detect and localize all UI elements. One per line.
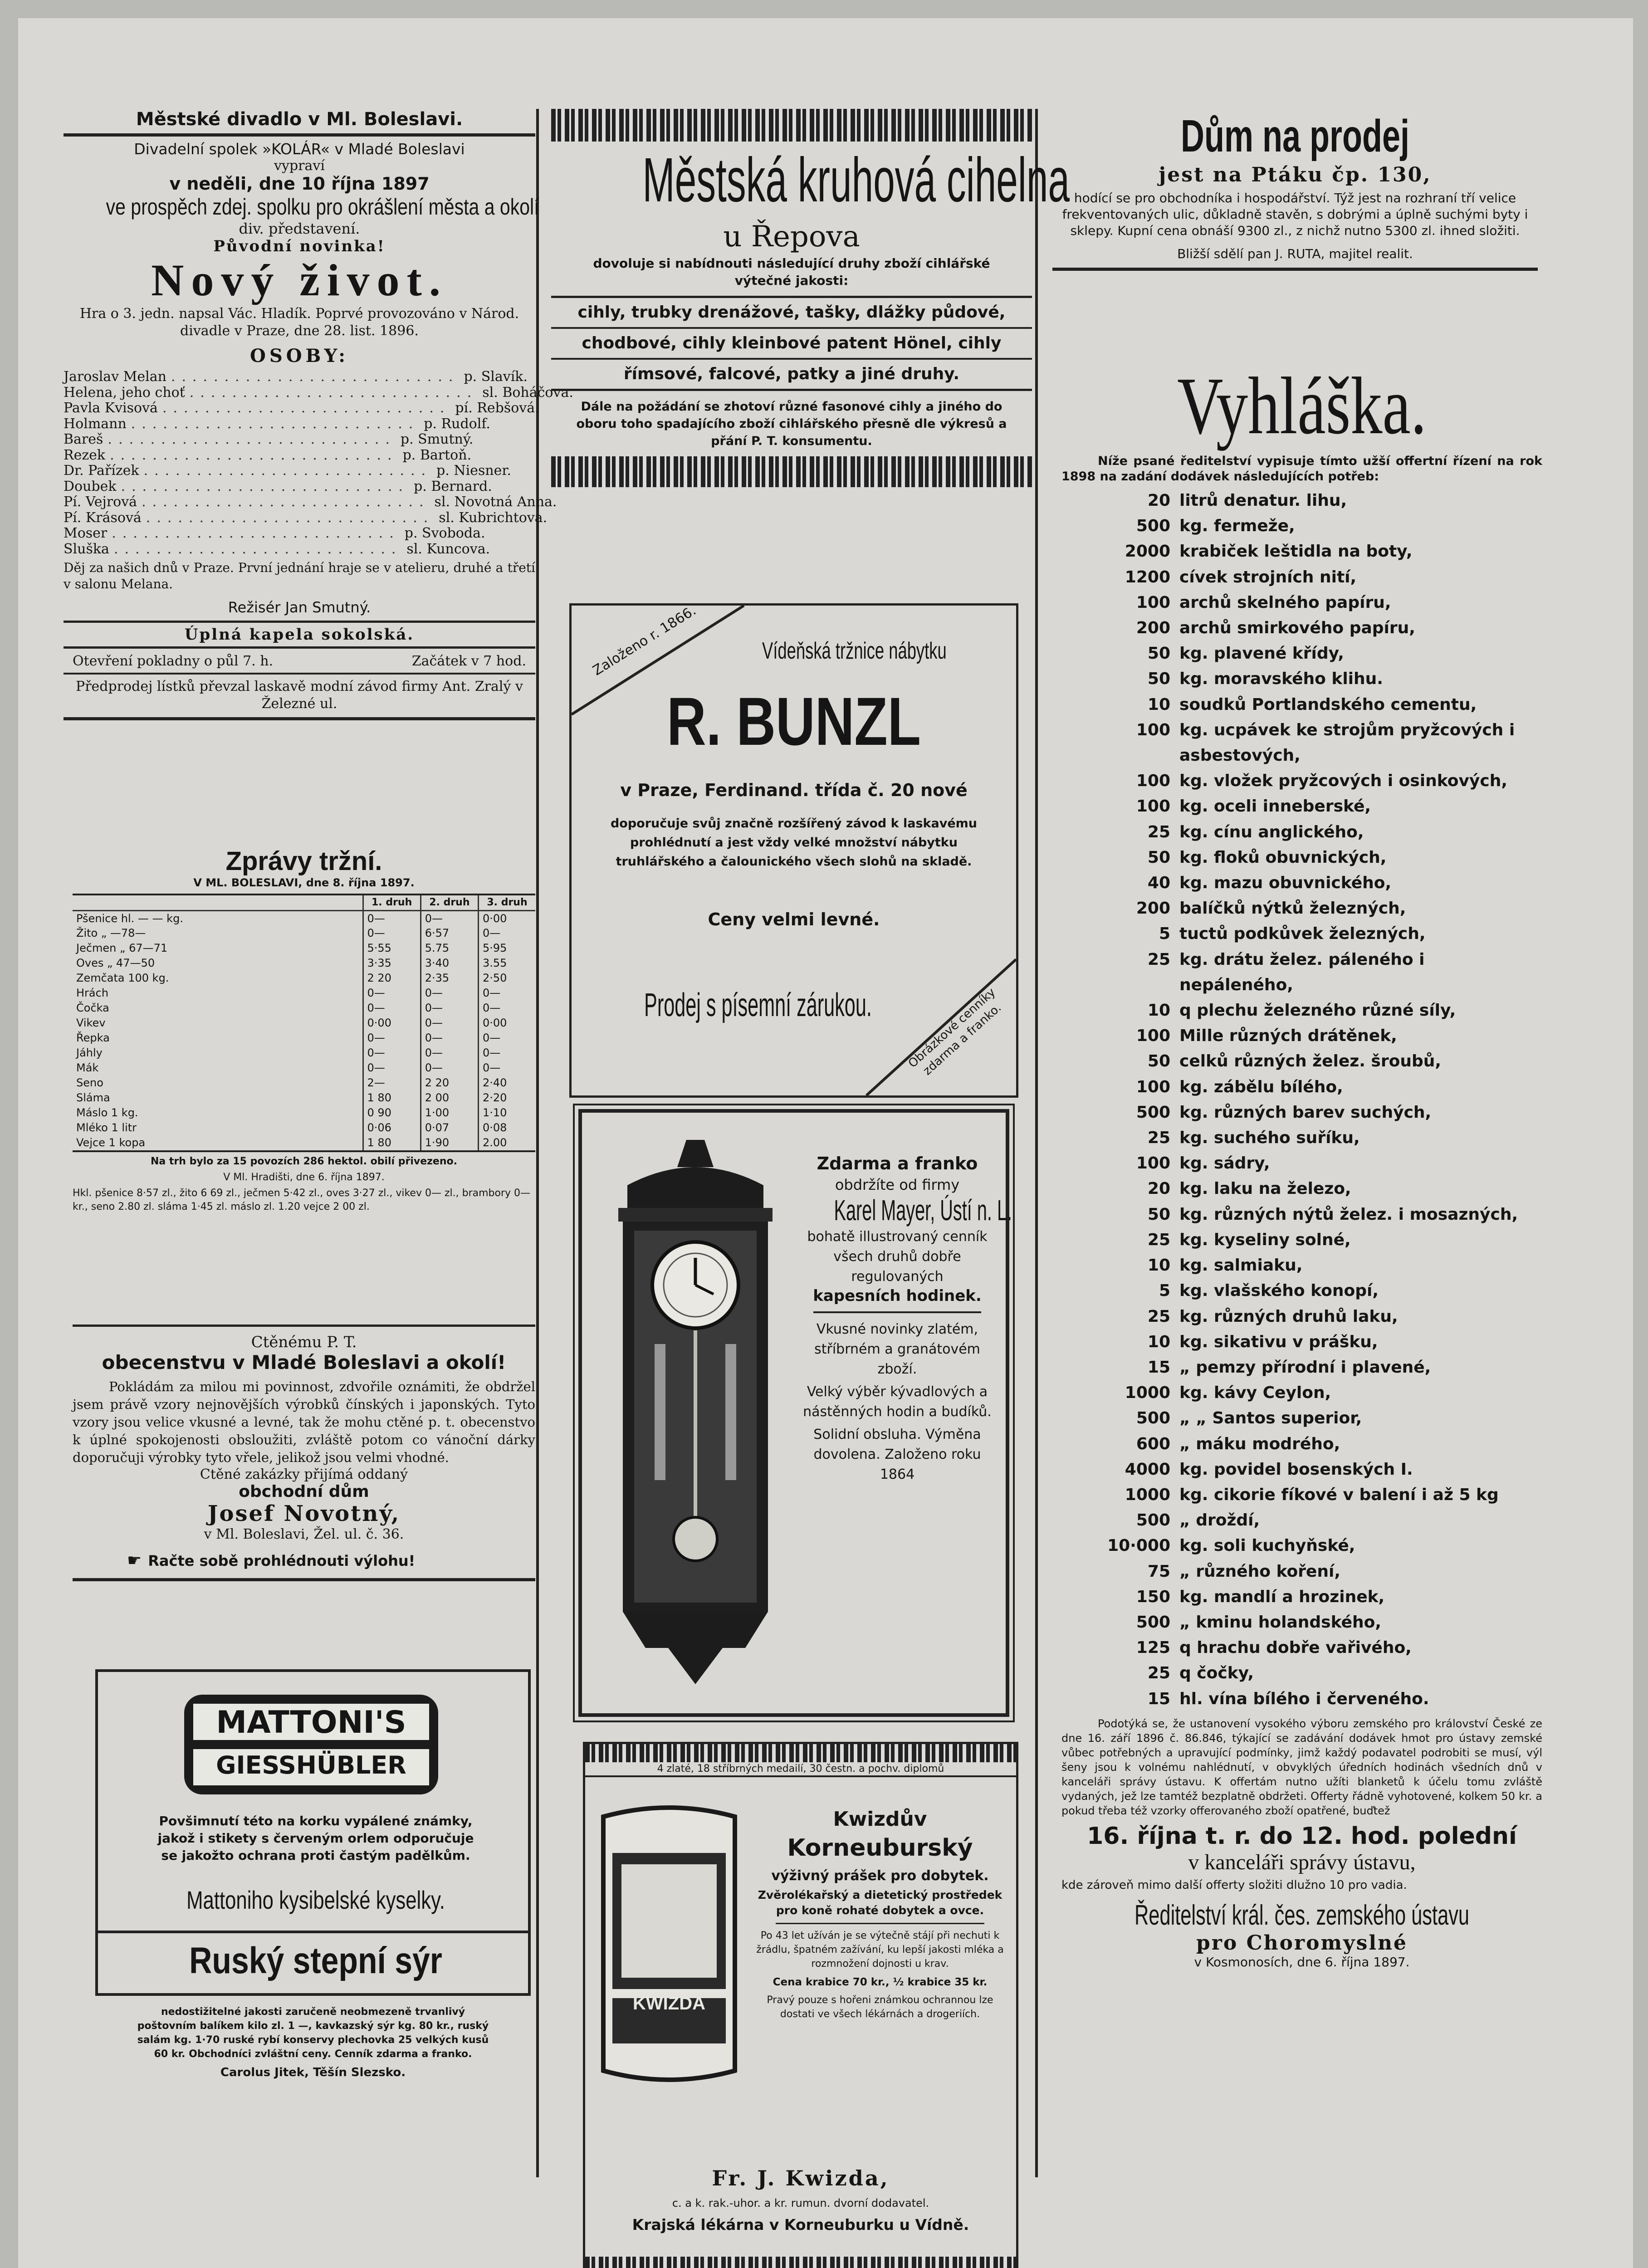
order-item	[1061, 692, 1542, 718]
novotny-address: v Ml. Boleslavi, Žel. ul. č. 36.	[204, 1526, 404, 1542]
order-item	[1061, 1075, 1542, 1100]
notice-intro: Níže psané ředitelství vypisuje tímto užší offertní řízení na rok 1898 na zadání dodávek následujících potřeb:	[1061, 454, 1542, 484]
order-text: kg. suchého suříku,	[1179, 1129, 1360, 1148]
order-text: „ kminu holandského,	[1179, 1613, 1382, 1632]
order-quantity: 100	[1136, 720, 1170, 739]
novotny-cta: Račte sobě prohlédnouti výlohu!	[148, 1552, 416, 1569]
novotny-shop: obchodní dům	[239, 1482, 369, 1501]
order-item	[1061, 1355, 1542, 1380]
order-text: cívek strojních nití,	[1179, 567, 1357, 587]
order-quantity: 25	[1147, 1129, 1170, 1148]
order-quantity: 25	[1147, 822, 1170, 841]
bunzl-address: v Praze, Ferdinand. třída č. 20 nové	[620, 780, 968, 800]
order-item	[1061, 513, 1542, 539]
order-item	[1061, 845, 1542, 870]
cast-row: Sluška ........................... sl. Kuncova.	[64, 541, 490, 557]
cast-row: Moser ........................... p. Svoboda.	[64, 525, 485, 541]
order-item	[1061, 1482, 1542, 1508]
kwizda-maker: Fr. J. Kwizda,	[712, 2166, 890, 2190]
brickworks-title: Městská kruhová cihelna	[642, 145, 1070, 215]
order-item	[1061, 1508, 1542, 1533]
order-quantity: 125	[1136, 1638, 1170, 1657]
order-item	[1061, 947, 1542, 998]
order-quantity: 100	[1136, 1026, 1170, 1046]
order-quantity: 25	[1147, 950, 1170, 969]
start-time: Začátek v 7 hod.	[411, 653, 526, 669]
notice-note: kde zároveň mimo další offerty složiti dlužno 10 pro vadia.	[1061, 1878, 1407, 1892]
order-quantity: 100	[1136, 1077, 1170, 1096]
order-quantity: 50	[1147, 670, 1170, 689]
kwizda-desc: Zvěrolékařský a dietetický prostředek pro koně rohaté dobytek a ovce.	[758, 1888, 1002, 1917]
kwizda-package-label: KWIZDA	[633, 1994, 705, 2014]
notice	[1061, 363, 1542, 1970]
kwizda-note: Pravý pouze s hořeni známkou ochrannou lze dostati ve všech lékárnách a drogeriích.	[767, 1994, 993, 2020]
order-quantity: 5	[1159, 924, 1170, 943]
order-quantity: 10·000	[1107, 1536, 1170, 1555]
order-item	[1061, 820, 1542, 845]
cast-row: Pí. Krásová ........................... sl. Kubrichtova.	[64, 509, 548, 526]
market-note-2: Hkl. pšenice 8·57 zl., žito 6 69 zl., ječmen 5·42 zl., oves 3·27 zl., vikev 0— zl., brambory 0— kr., seno 2.80 zl. sláma 1·45 zl. máslo zl. 1.20 vejce 2 00 zl.	[73, 1187, 531, 1212]
kwizda-text	[748, 1808, 1012, 2021]
order-quantity: 100	[1136, 797, 1170, 816]
table-row: Vejce 1 kopa 1 80 1·90 2.00	[73, 1135, 535, 1150]
novotny-name: Josef Novotný,	[207, 1501, 401, 1526]
theatre-heading: Městské divadlo v Ml. Boleslavi.	[136, 109, 463, 130]
mayer-product: kapesních hodinek.	[813, 1287, 982, 1305]
novotny-closing: Ctěné zakázky přijímá oddaný	[200, 1466, 408, 1482]
brickworks-item: cihly, trubky drenážové, tašky, dlážky půdové,	[551, 298, 1032, 329]
cheese-title: Ruský stepní sýr	[189, 1940, 442, 1981]
mattoni-logo-text-2: GIESSHÜBLER	[216, 1751, 406, 1779]
table-row: Oves „ 47—50 3·35 3·40 3.55	[73, 956, 535, 971]
order-item	[1061, 616, 1542, 641]
box-office: Otevření pokladny o půl 7. h.	[73, 653, 274, 669]
order-text: kg. kávy Ceylon,	[1179, 1383, 1331, 1403]
mayer-receive: obdržíte od firmy	[835, 1176, 960, 1193]
order-text: „ různého koření,	[1179, 1562, 1340, 1581]
market-dateline: V ML. BOLESLAVI, dne 8. října 1897.	[193, 876, 415, 889]
order-item	[1061, 1584, 1542, 1610]
order-text: tuctů podkůvek železných,	[1179, 924, 1426, 943]
order-quantity: 15	[1147, 1358, 1170, 1377]
order-item	[1061, 1457, 1542, 1482]
table-row: Mléko 1 litr 0·06 0·07 0·08	[73, 1120, 535, 1135]
order-text: kg. moravského klihu.	[1179, 670, 1383, 689]
order-item	[1061, 1304, 1542, 1330]
mayer-selection: Velký výběr kývadlových a nástěnných hodin a budíků.	[803, 1384, 992, 1420]
mayer-firm: Karel Mayer, Ústí n. L.	[834, 1194, 1012, 1227]
mayer-free: Zdarma a franko	[817, 1154, 978, 1173]
table-row: Vikev 0·00 0— 0·00	[73, 1016, 535, 1031]
market-report	[73, 846, 535, 1214]
order-quantity: 1200	[1125, 567, 1170, 587]
cast-list	[64, 369, 573, 557]
bunzl-corner	[866, 959, 1016, 1095]
order-text: kg. laku na železo,	[1179, 1179, 1351, 1198]
order-text: q čočky,	[1179, 1664, 1254, 1683]
market-heading: Zprávy tržní.	[225, 846, 382, 876]
table-row: Žito „ —78— 0— 6·57 0—	[73, 926, 535, 941]
mayer-service: Solidní obsluha. Výměna dovolena. Založeno roku 1864	[813, 1427, 981, 1482]
order-item	[1061, 1176, 1542, 1202]
order-quantity: 200	[1136, 899, 1170, 918]
table-row: Čočka 0— 0— 0—	[73, 1001, 535, 1016]
brickworks-note: Dále na požádání se zhotoví různé fasonové cihly a jiného do oboru toho spadajícího zboží cihlářského přesně dle výkresů a přání P. T. konsumentu.	[576, 400, 1007, 448]
order-text: kg. vlašského konopí,	[1179, 1281, 1379, 1300]
bunzl-corner-text: Obrázkové cenníky zdarma a franko.	[905, 985, 1004, 1078]
order-item	[1061, 1406, 1542, 1431]
theatre-society: Divadelní spolek »KOLÁR« v Mladé Boleslavi	[134, 140, 465, 158]
order-item	[1061, 896, 1542, 921]
brickworks-item: římsové, falcové, patky a jiné druhy.	[551, 360, 1032, 391]
order-item	[1061, 1125, 1542, 1151]
order-quantity: 500	[1136, 517, 1170, 536]
bunzl-stamp-text: Založeno r. 1866.	[590, 602, 699, 679]
house-contact: Bližší sdělí pan J. RUTA, majitel realit.	[1177, 246, 1413, 261]
mattoni-logo	[175, 1690, 447, 1799]
kwizda-pharmacy: Krajská lékárna v Korneuburku u Vídně.	[632, 2216, 969, 2234]
market-dateline-2: V Ml. Hradišti, dne 6. října 1897.	[223, 1171, 385, 1183]
order-text: kg. soli kuchyňské,	[1179, 1536, 1355, 1555]
mayer-text	[795, 1154, 1012, 1485]
pointing-hand-icon: ☛	[127, 1551, 142, 1570]
order-item	[1061, 488, 1542, 513]
order-item	[1061, 794, 1542, 819]
cast-row: Helena, jeho choť ........................... sl. Boháčova.	[64, 384, 573, 401]
order-quantity: 10	[1147, 1332, 1170, 1351]
order-text: hl. vína bílého i červeného.	[1179, 1689, 1429, 1708]
order-item	[1061, 718, 1542, 768]
order-text: kg. drátu želez. páleného i nepáleného,	[1179, 950, 1425, 994]
brickworks-place: u Řepova	[723, 220, 860, 254]
order-quantity: 50	[1147, 1205, 1170, 1224]
mayer-ad	[578, 1109, 1012, 1717]
play-title: Nový život.	[151, 255, 448, 305]
cast-heading: OSOBY:	[249, 345, 349, 367]
order-quantity: 100	[1136, 772, 1170, 791]
kwizda-medals: 4 zlaté, 18 stříbrných medailí, 30 čestn. a pochv. diplomů	[585, 1762, 1016, 1777]
col-header: 1. druh	[363, 895, 421, 910]
cast-row: Pavla Kvisová ........................... pí. Rebšová.	[64, 400, 539, 416]
order-text: Mille různých drátěnek,	[1179, 1026, 1397, 1046]
theatre-benefit: ve prospěch zdej. spolku pro okrášlení města a okolí	[106, 194, 539, 220]
cast-row: Holmann ........................... p. Rudolf.	[64, 415, 490, 432]
table-row: Máslo 1 kg. 0 90 1·00 1·10	[73, 1105, 535, 1120]
kwizda-price: Cena krabice 70 kr., ½ krabice 35 kr.	[773, 1976, 988, 1988]
order-item	[1061, 1330, 1542, 1355]
price-table	[73, 895, 535, 1150]
theatre-ad	[64, 109, 573, 720]
novotny-body: Pokládám za milou mi povinnost, zdvořile oznámiti, že obdržel jsem právě vzory nejnovějších výrobků čínských i japonských. Tyto vzory jsou velice vkusné a levné, tak že mohu ctěné p. t. obecenstvo k úplné spokojenosti obsloužiti, zvláště potom co vánoční dárky doporučuji výrobky tyto vřele, jelikož jsou velmi vhodné.	[73, 1379, 535, 1465]
order-item	[1061, 1380, 1542, 1406]
order-item	[1061, 998, 1542, 1023]
house-body: hodící se pro obchodníka i hospodářství. Týž jest na rozhraní tří velice frekventovaných ulic, důkladně stavěn, s dobrými a úplně suchými byty i sklepy. Kupní cena obnáší 9300 zl., z nichž nutno 5300 zl. ihned složiti.	[1062, 191, 1528, 238]
order-item	[1061, 1610, 1542, 1635]
order-quantity: 2000	[1125, 542, 1170, 561]
mattoni-ad	[95, 1669, 531, 1996]
order-item	[1061, 1432, 1542, 1457]
presale: Předprodej lístků převzal laskavě modní závod firmy Ant. Zralý v Železné ul.	[76, 679, 523, 712]
order-quantity: 50	[1147, 644, 1170, 663]
order-text: kg. různých druhů laku,	[1179, 1307, 1398, 1326]
order-quantity: 600	[1136, 1434, 1170, 1453]
theatre-performs: vypraví	[274, 158, 325, 174]
novotny-salutation: Ctěnému P. T.	[251, 1333, 357, 1351]
order-text: kg. různých barev suchých,	[1179, 1103, 1432, 1122]
table-row: Řepka 0— 0— 0—	[73, 1031, 535, 1046]
order-item	[1061, 1151, 1542, 1176]
kwizda-title: c. a k. rak.-uhor. a kr. rumun. dvorní dodavatel.	[672, 2197, 929, 2209]
wall-clock-illustration	[600, 1131, 791, 1693]
order-quantity: 75	[1147, 1562, 1170, 1581]
order-text: kg. ucpávek ke strojům pryžcových i asbestových,	[1179, 720, 1515, 765]
notice-dateline: v Kosmonosích, dne 6. října 1897.	[1194, 1954, 1410, 1970]
kwizda-border-bottom	[585, 2257, 1016, 2268]
order-item	[1061, 1661, 1542, 1686]
table-row: Seno 2— 2 20 2·40	[73, 1075, 535, 1090]
mayer-body: bohatě illustrovaný cenník všech druhů dobře regulovaných	[807, 1229, 988, 1285]
bunzl-prices: Ceny velmi levné.	[708, 909, 880, 929]
order-item	[1061, 1227, 1542, 1253]
order-item	[1061, 590, 1542, 616]
order-item	[1061, 1278, 1542, 1304]
order-text: „ droždí,	[1179, 1511, 1260, 1530]
order-item	[1061, 539, 1542, 564]
table-row: Ječmen „ 67—71 5·55 5.75 5·95	[73, 941, 535, 956]
order-quantity: 1000	[1125, 1383, 1170, 1403]
order-text: kg. zábělu bílého,	[1179, 1077, 1343, 1096]
order-item	[1061, 1253, 1542, 1278]
cast-row: Rezek ........................... p. Bartoň.	[64, 447, 472, 463]
notice-deadline: 16. října t. r. do 12. hod. polední	[1087, 1822, 1517, 1850]
cast-row: Bareš ........................... p. Smutný.	[64, 431, 474, 447]
order-item	[1061, 1023, 1542, 1049]
order-item	[1061, 1100, 1542, 1125]
order-quantity: 100	[1136, 593, 1170, 612]
order-quantity: 4000	[1125, 1460, 1170, 1479]
theatre-performance: div. představení.	[239, 220, 360, 237]
mattoni-logo-text-1: MATTONI'S	[216, 1705, 406, 1740]
notice-signed: Ředitelství král. čes. zemského ústavu	[1134, 1899, 1470, 1931]
order-quantity: 100	[1136, 1154, 1170, 1173]
order-text: kg. cikorie fíkové v balení i až 5 kg	[1179, 1485, 1499, 1504]
mayer-novelties: Vkusné novinky zlatém, stříbrném a granátovém zboží.	[814, 1321, 980, 1377]
table-row: Jáhly 0— 0— 0—	[73, 1046, 535, 1061]
order-quantity: 500	[1136, 1409, 1170, 1428]
kwizda-ad	[583, 1742, 1018, 2268]
order-text: q hrachu dobře vařivého,	[1179, 1638, 1412, 1657]
brickworks-ad	[551, 109, 1070, 487]
order-text: „ pemzy přírodní i plavené,	[1179, 1358, 1431, 1377]
order-quantity: 25	[1147, 1230, 1170, 1249]
order-text: balíčků nýtků železných,	[1179, 899, 1406, 918]
ornament-border	[551, 109, 1032, 142]
kwizda-border-top	[585, 1744, 1016, 1762]
play-times	[64, 653, 535, 669]
market-note: Na trh bylo za 15 povozích 286 hektol. obilí přivezeno.	[150, 1155, 457, 1167]
bunzl-guarantee: Prodej s písemní zárukou.	[644, 987, 872, 1023]
order-text: kg. plavené křídy,	[1179, 644, 1344, 663]
play-director: Režisér Jan Smutný.	[228, 599, 371, 616]
table-row: Zemčata 100 kg. 2 20 2·35 2·50	[73, 971, 535, 986]
order-text: kg. fermeže,	[1179, 517, 1295, 536]
table-row: Sláma 1 80 2 00 2·20	[73, 1090, 535, 1105]
order-text: celků různých želez. šroubů,	[1179, 1052, 1442, 1071]
order-quantity: 20	[1147, 1179, 1170, 1198]
cheese-body: nedostižitelné jakosti zaručeně neobmezeně trvanlivý poštovním balíkem kilo zl. 1 —, kavkazský sýr kg. 80 kr., ruský salám kg. 1·70 ruské rybí konservy plechovka 25 velkých kusů 60 kr. Obchodníci zvláštní ceny. Cenník zdarma a franko.	[137, 2006, 489, 2060]
column-rule-2	[1035, 109, 1038, 2177]
brickworks-item: chodbové, cihly kleinbové patent Hönel, cihly	[551, 329, 1032, 360]
mattoni-body: Povšimnutí této na korku vypálené známky, jakož i stikety s červeným orlem odporučuje se jakožto ochrana proti častým padělkům.	[157, 1813, 474, 1863]
order-text: kg. mandlí a hrozinek,	[1179, 1587, 1385, 1606]
order-item	[1061, 1559, 1542, 1584]
order-item	[1061, 1635, 1542, 1661]
notice-office: v kanceláři správy ústavu,	[1188, 1850, 1416, 1874]
play-description: Hra o 3. jedn. napsal Vác. Hladík. Poprvé provozováno v Národ. divadle v Praze, dne 28. list. 1896.	[79, 306, 519, 339]
order-text: q plechu železného různé síly,	[1179, 1001, 1456, 1020]
mattoni-footer: Mattoniho kysibelské kyselky.	[186, 1886, 445, 1914]
order-quantity: 200	[1136, 619, 1170, 638]
order-quantity: 500	[1136, 1613, 1170, 1632]
order-quantity: 50	[1147, 848, 1170, 867]
order-item	[1061, 1533, 1542, 1559]
cast-row: Doubek ........................... p. Bernard.	[64, 478, 492, 494]
ornament-border-bottom	[551, 456, 1032, 487]
order-text: kg. mazu obuvnického,	[1179, 874, 1392, 893]
order-item	[1061, 870, 1542, 896]
order-item	[1061, 921, 1542, 947]
play-setting: Děj za našich dnů v Praze. První jednání hraje se v atelieru, druhé a třetí v salonu Melana.	[64, 560, 535, 591]
table-row: Pšenice hl. — — kg. 0— 0— 0·00	[73, 910, 535, 926]
house-ad	[1052, 109, 1538, 271]
order-text: archů smirkového papíru,	[1179, 619, 1415, 638]
order-item	[1061, 641, 1542, 666]
order-text: kg. vložek pryžcových i osinkových,	[1179, 772, 1508, 791]
order-text: kg. různých nýtů želez. i mosazných,	[1179, 1205, 1518, 1224]
bunzl-name: R. BUNZL	[667, 683, 921, 759]
order-quantity: 10	[1147, 695, 1170, 714]
novotny-heading: obecenstvu v Mladé Boleslavi a okolí!	[102, 1351, 506, 1374]
table-row: Hrách 0— 0— 0—	[73, 986, 535, 1001]
play-band: Úplná kapela sokolská.	[184, 626, 415, 644]
theatre-premiere: Původní novinka!	[213, 237, 386, 255]
order-quantity: 5	[1159, 1281, 1170, 1300]
order-text: „ máku modrého,	[1179, 1434, 1340, 1453]
order-quantity: 25	[1147, 1664, 1170, 1683]
cheese-signature: Carolus Jitek, Těšín Slezsko.	[220, 2066, 406, 2079]
kwizda-body: Po 43 let užíván je se výtečně stájí při nechuti k žrádlu, špatném zažívání, ku lepší jakosti mléka a rozmnožení dojnosti u krav.	[756, 1930, 1004, 1970]
cast-row: Dr. Pařízek ........................... p. Niesner.	[64, 463, 511, 479]
notice-title: Vyhláška.	[1177, 361, 1427, 451]
newspaper-page	[18, 18, 1633, 2268]
order-text: krabiček leštidla na boty,	[1179, 542, 1413, 561]
order-text: kg. oceli inneberské,	[1179, 797, 1371, 816]
order-item	[1061, 1049, 1542, 1074]
order-item	[1061, 768, 1542, 794]
novotny-ad	[73, 1325, 535, 1581]
order-text: kg. povidel bosenských I.	[1179, 1460, 1413, 1479]
col-header: 2. druh	[421, 895, 478, 910]
theatre-date: v neděli, dne 10 října 1897	[169, 174, 430, 194]
order-quantity: 40	[1147, 874, 1170, 893]
order-quantity: 500	[1136, 1103, 1170, 1122]
order-quantity: 500	[1136, 1511, 1170, 1530]
order-quantity: 10	[1147, 1001, 1170, 1020]
bunzl-ad	[569, 603, 1018, 1098]
order-text: „ „ Santos superior,	[1179, 1409, 1362, 1428]
order-list	[1061, 488, 1542, 1712]
order-item	[1061, 565, 1542, 590]
order-text: kg. kyseliny solné,	[1179, 1230, 1351, 1249]
order-quantity: 50	[1147, 1052, 1170, 1071]
order-text: kg. sádry,	[1179, 1154, 1270, 1173]
cheese-ad	[95, 2000, 531, 2079]
order-text: kg. cínu anglického,	[1179, 822, 1364, 841]
kwizda-brand-1: Kwizdův	[833, 1808, 927, 1831]
order-item	[1061, 1202, 1542, 1227]
order-quantity: 10	[1147, 1256, 1170, 1275]
notice-for: pro Choromyslné	[1196, 1931, 1408, 1955]
table-row: Mák 0— 0— 0—	[73, 1061, 535, 1075]
bunzl-subtitle: Vídeňská tržnice nábytku	[762, 638, 947, 664]
order-item	[1061, 666, 1542, 692]
house-sub: jest na Ptáku čp. 130,	[1159, 163, 1432, 186]
order-text: soudků Portlandského cementu,	[1179, 695, 1477, 714]
powder-package-illustration	[594, 1799, 744, 2089]
order-text: kg. salmiaku,	[1179, 1256, 1303, 1275]
kwizda-brand-2: Korneuburský	[787, 1834, 973, 1862]
order-item	[1061, 1686, 1542, 1712]
order-text: kg. floků obuvnických,	[1179, 848, 1387, 867]
col-header: 3. druh	[479, 895, 536, 910]
cast-row: Jaroslav Melan ........................... p. Slavík.	[64, 369, 528, 385]
notice-body: Podotýká se, že ustanovení vysokého výboru zemského pro království České ze dne 16. září 1896 č. 86.846, týkající se zadávání dodávek hmot pro ústavy zemské vůbec potřebných a upravující podmínky, jimž každý podavatel podrobiti se musí, výl šeny jsou k volnému nahlédnutí, v obvyklých úředních hodinách všedních dnů v kanceláři správy ústavu. K offertám nutno užíti blanketů k účelu tomu zvláště vydaných, jež lze tamtéž bezplatně obdržeti. Offerty řádně vyhotovené, kolkem 50 kr. a pokud třeba též vzorky offerovaného zboží opatřené, buďtež	[1061, 1717, 1542, 1817]
order-quantity: 1000	[1125, 1485, 1170, 1504]
order-quantity: 150	[1136, 1587, 1170, 1606]
order-quantity: 25	[1147, 1307, 1170, 1326]
order-text: archů skelného papíru,	[1179, 593, 1391, 612]
cast-row: Pí. Vejrová ........................... sl. Novotná Anna.	[64, 494, 557, 510]
order-text: kg. sikativu v prášku,	[1179, 1332, 1378, 1351]
brickworks-intro: dovoluje si nabídnouti následující druhy zboží cihlářské výtečné jakosti:	[593, 256, 990, 288]
column-rule-1	[536, 109, 539, 2177]
order-text: litrů denatur. lihu,	[1179, 491, 1347, 510]
house-title: Dům na prodej	[1180, 111, 1410, 161]
kwizda-product: výživný prášek pro dobytek.	[771, 1868, 989, 1884]
bunzl-body: doporučuje svůj značně rozšířený závod k laskavému prohlédnutí a jest vždy velké množství nábytku truhlářského a čalounického všech slohů na skladě.	[610, 816, 978, 869]
order-quantity: 20	[1147, 491, 1170, 510]
order-quantity: 15	[1147, 1689, 1170, 1708]
